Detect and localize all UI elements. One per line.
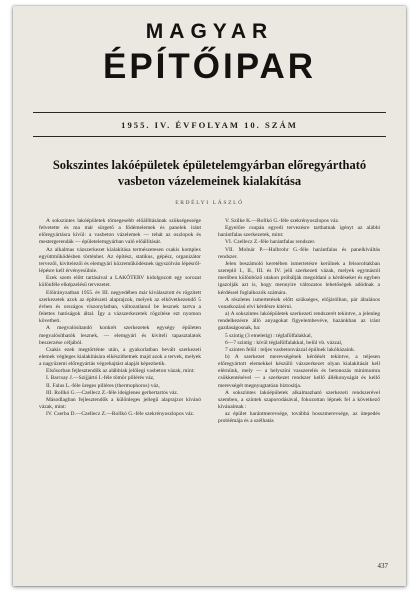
paragraph: Elsősorban fejlesztendők az alábbiak jelölegi vasbeton vázak, mint: xyxy=(46,368,195,375)
paragraph: 6—7 szintig : kívül téglafölfalakkal, belül vb. vázzal, xyxy=(225,339,343,346)
paragraph: A sokszintes lakóépületek alkalmazható szerkezeti rendszerével szemben, a szintek szaporodásával, fokozottan lépnek fel a következő kívánalmak : xyxy=(218,389,380,411)
paragraph: b) A szerkezet merevségének kérdését tekintve, a teljesen előregyártott elemekkel készülő vázszerkezet olyan kialakítását kell elérnünk, mely — a helyszíni vasszerelés és betonozás minimumra csökkentésével — a szerkezet rendszer kellő állékonyságát és kellő merevségét megnyugtatóan biztosítja. xyxy=(218,353,380,389)
left-column xyxy=(39,218,201,418)
journal-page xyxy=(13,6,406,586)
paragraph: Másodlagban fejlesztendők a különleges jellegű alaprajzot kívánó vázak, mint: xyxy=(39,396,201,411)
paragraph: Egyelőre csupán egyedi tervezésre tarthatnak igényt az alábbi harántfalas szerkezetek, mint: xyxy=(218,225,380,239)
right-column xyxy=(218,218,380,426)
list-item: V. Szilke K.—Rollkó G.-féle szekrényoszlopos váz. xyxy=(225,218,340,224)
paragraph: Jelen beszámoló keretében ismertetésre kerülnek a felsoroltakban szereplő I., II., III. és IV. jelű szerkezeti vázak, melyek egymástól merőben különböző utakon próbálják megoldani a kérdéseket és egyben igazolják azt is, hogy mennyire változatos lehetőségek adódnak a kérdéssel foglalkozók számára. xyxy=(218,260,380,296)
divider-top xyxy=(33,112,386,113)
paragraph: A megvalósítandó konkrét szerkezetek egységy épületen megvalósíthatók lesznek, — elemgyári és kiviteli tapasztalatok beszerzése céljából. xyxy=(39,325,201,346)
divider-bottom xyxy=(33,136,386,137)
paragraph: 7 szinten felül : teljes vasbetonvázzal épülnek lakóházaink. xyxy=(225,346,356,353)
issue-line: 1955. IV. ÉVFOLYAM 10. SZÁM xyxy=(121,120,298,130)
masthead-title: ÉPÍTŐIPAR xyxy=(102,47,317,86)
paragraph: 5 szintig (3 emeletig) : téglafölfalakkal, xyxy=(225,332,313,339)
page-number: 437 xyxy=(377,562,388,570)
paragraph: A részletes ismertetések előtt szükséges, előjárólban, pár általános vonatkozású elvi kérdésre kitérni. xyxy=(218,296,380,310)
masthead-line1: MAGYAR xyxy=(145,20,274,43)
article-author: ERDÉLYI LÁSZLÓ xyxy=(175,200,244,206)
paragraph: Ezek szem előtt tartásával a LAKÓTERV kidolgozott egy sorozat különféle elképzelésű tervezetet. xyxy=(39,275,201,289)
paragraph: Az alkalmas vázszerkezet kialakítása természetesen csakis komplex együttműködésben történhet. Az építész, statikus, gépész, organizátor tervezői, kivitelezői és elemgyári közreműködésnek úgyszólván lépésről-lépésre kell érvényesülnie. xyxy=(39,246,201,275)
list-item: VII. Molnár P.—Halbrohr G.-féle harántfalas és panelkiváltás rendszer. xyxy=(218,246,380,260)
paragraph: Előirányzatban 1955. év III. negyedében már kiválasztott és rögzített szerkezetek azok az építészeti alaprajzok, melyek az elkövetkezendő 5 évben és országos viszonylatban, változatlanul be lesznek tartva a felettes hatóságok által. Így a vázszerkezetek rögzítése ezt nyomon követheti. xyxy=(39,289,201,325)
list-item: II. Falus L.-féle üreges pilléres (thermophoros) váz, xyxy=(46,382,160,389)
paragraph: a) A sokszintes lakóépületek szerkezeti rendszerét tekintve, a jelenleg rendelkezésre álló anyagokat figyelembevéve, hazánkban az iránt gazdaságosnak, ha: xyxy=(218,311,380,332)
paragraph: az épület harántmerevsége, továbbá hosszmerevsége, az ütepedés problémája és a szélhatás xyxy=(218,411,380,425)
list-item: III. Rollkó G.—Czellecz Z.-féle ideiglenes gerbertartós váz. xyxy=(46,389,179,396)
list-item: VI. Czellecz Z.-féle harántfalas rendszer. xyxy=(225,239,316,246)
list-item: IV. Cserba D.—Czellecz Z.—Rollkó G.-féle szekrényoszlopos váz. xyxy=(46,411,195,418)
paragraph: Csakis ezek megtörténte után, a gyakorlatban bevált szerkezeti elemek végleges kialakítására elkészíthetnek majd azok a tervek, melyek a nagyüzemi előregyártás végrehajtást alapját képezhetik. xyxy=(39,346,201,368)
article-title: Sokszintes lakóépületek épületelemgyárban előregyártható vasbeton vázelemeinek kialakítása xyxy=(52,158,367,188)
list-item: I. Barcsay J.—Szijjártó I.-féle tömör pillérés váz, xyxy=(46,375,155,382)
paragraph: A sokszintes lakóépületek tömegesebb előállításának szükségessége felvetette és ma már sürgető a födémelemek és panelek iránt előregyártásra kívül: a vasbeton vázelemek — tehát az oszlopok és mestergerendák — épületelemgyárban való előállítását. xyxy=(39,218,201,246)
